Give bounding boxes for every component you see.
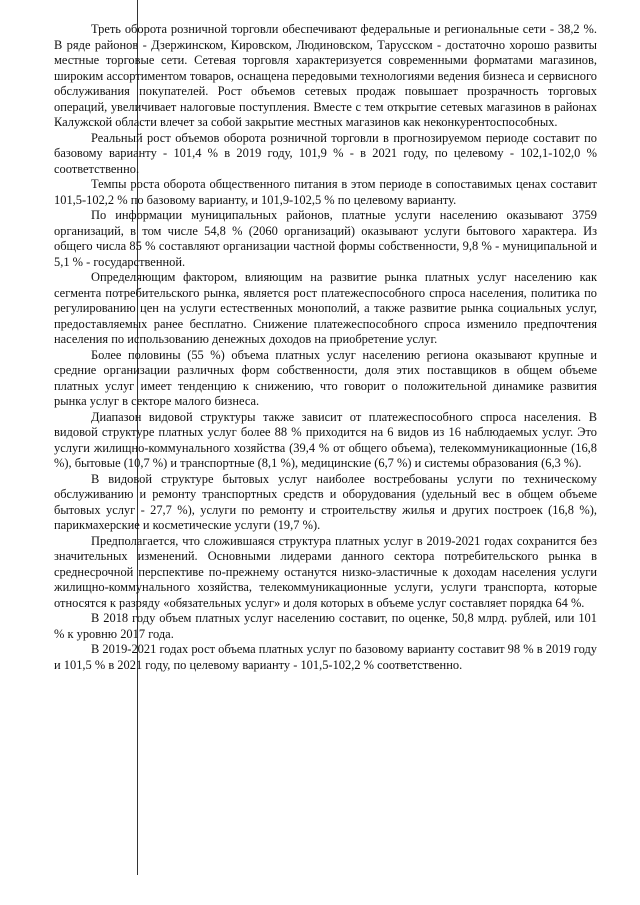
paragraph-demand-factor: Определяющим фактором, влияющим на развитие рынка платных услуг населению как сегмента потребительского рынка, является рост платежеспособного спроса населения, политика по регулированию цен на услуги естественных монополий, а также развитие рынка социальных услуг, предоставляемых ранее бесплатно. Снижение платежеспособного спроса изменило предпочтения населения по использованию денежных доходов на приобретение услуг. xyxy=(54,270,597,346)
paragraph-2018-volume: В 2018 году объем платных услуг населению составит, по оценке, 50,8 млрд. рублей, или 101 % к уровню 2017 года. xyxy=(54,611,597,641)
paragraph-service-organizations: По информации муниципальных районов, платные услуги населению оказывают 3759 организаций, в том числе 54,8 % (2060 организаций) оказывают услуги бытового характера. Из общего числа 85 % составляют организации частной формы собственности, 9,8 % - муниципальной и 5,1 % - государственной. xyxy=(54,208,597,269)
paragraph-catering-growth: Темпы роста оборота общественного питания в этом периоде в сопоставимых ценах составит 101,5-102,2 % по базовому варианту, и 101,9-102,5 % по целевому варианту. xyxy=(54,177,597,207)
paragraph-household-services: В видовой структуре бытовых услуг наиболее востребованы услуги по техническому обслуживанию и ремонту транспортных средств и оборудования (удельный вес в общем объеме бытовых услуг - 27,7 %), услуги по ремонту и строительству жилья и других построек (16,8 %), парикмахерские и косметические услуги (19,7 %). xyxy=(54,471,597,532)
paragraph-service-structure: Диапазон видовой структуры также зависит от платежеспособного спроса населения. В видовой структуре платных услуг более 88 % приходится на 6 видов из 16 наблюдаемых услуг. Это услуги жилищно-коммунального хозяйства (39,4 % от общего объема), телекоммуникационные (16,8 %), бытовые (10,7 %) и транспортные (8,1 %), медицинские (6,7 %) и системы образования (6,3 %). xyxy=(54,409,597,470)
paragraph-retail-chains: Треть оборота розничной торговли обеспечивают федеральные и региональные сети - 38,2 %. В ряде районов - Дзержинском, Кировском, Людиновском, Тарусском - достаточно хорошо развиты местные торговые сети. Сетевая торговля характеризуется современными форматами магазинов, широким ассортиментом товаров, оснащена передовыми технологиями ведения бизнеса и сервисного обслуживания покупателей. Рост объемов сетевых продаж повышает прозрачность торговых операций, увеличивает налоговые поступления. Вместе с тем открытие сетевых магазинов в районах Калужской области влечет за собой закрытие местных магазинов как неконкурентоспособных. xyxy=(54,22,597,129)
paragraph-large-organizations: Более половины (55 %) объема платных услуг населению региона оказывают крупные и средние организации различных форм собственности, доля этих поставщиков в общем объеме платных услуг имеет тенденцию к снижению, что говорит о положительной динамике развития рынка услуг в секторе малого бизнеса. xyxy=(54,347,597,408)
paragraph-structure-forecast: Предполагается, что сложившаяся структура платных услуг в 2019-2021 годах сохранится без значительных изменений. Основными лидерами данного сектора потребительского рынка в среднесрочной перспективе по-прежнему останутся низко-эластичные к доходам населения услуги жилищно-коммунального хозяйства, телекоммуникационные услуги, услуги транспорта, которые относятся к разряду «обязательных услуг» и доля которых в объеме услуг составляет порядка 64 %. xyxy=(54,533,597,610)
document-body xyxy=(54,22,597,673)
paragraph-2019-2021-growth: В 2019-2021 годах рост объема платных услуг по базовому варианту составит 98 % в 2019 году и 101,5 % в 2021 году, по целевому варианту - 101,5-102,2 % соответственно. xyxy=(54,642,597,672)
paragraph-retail-growth: Реальный рост объемов оборота розничной торговли в прогнозируемом периоде составит по базовому варианту - 101,4 % в 2019 году, 101,9 % - в 2021 году, по целевому - 102,1-102,0 % соответственно. xyxy=(54,130,597,176)
